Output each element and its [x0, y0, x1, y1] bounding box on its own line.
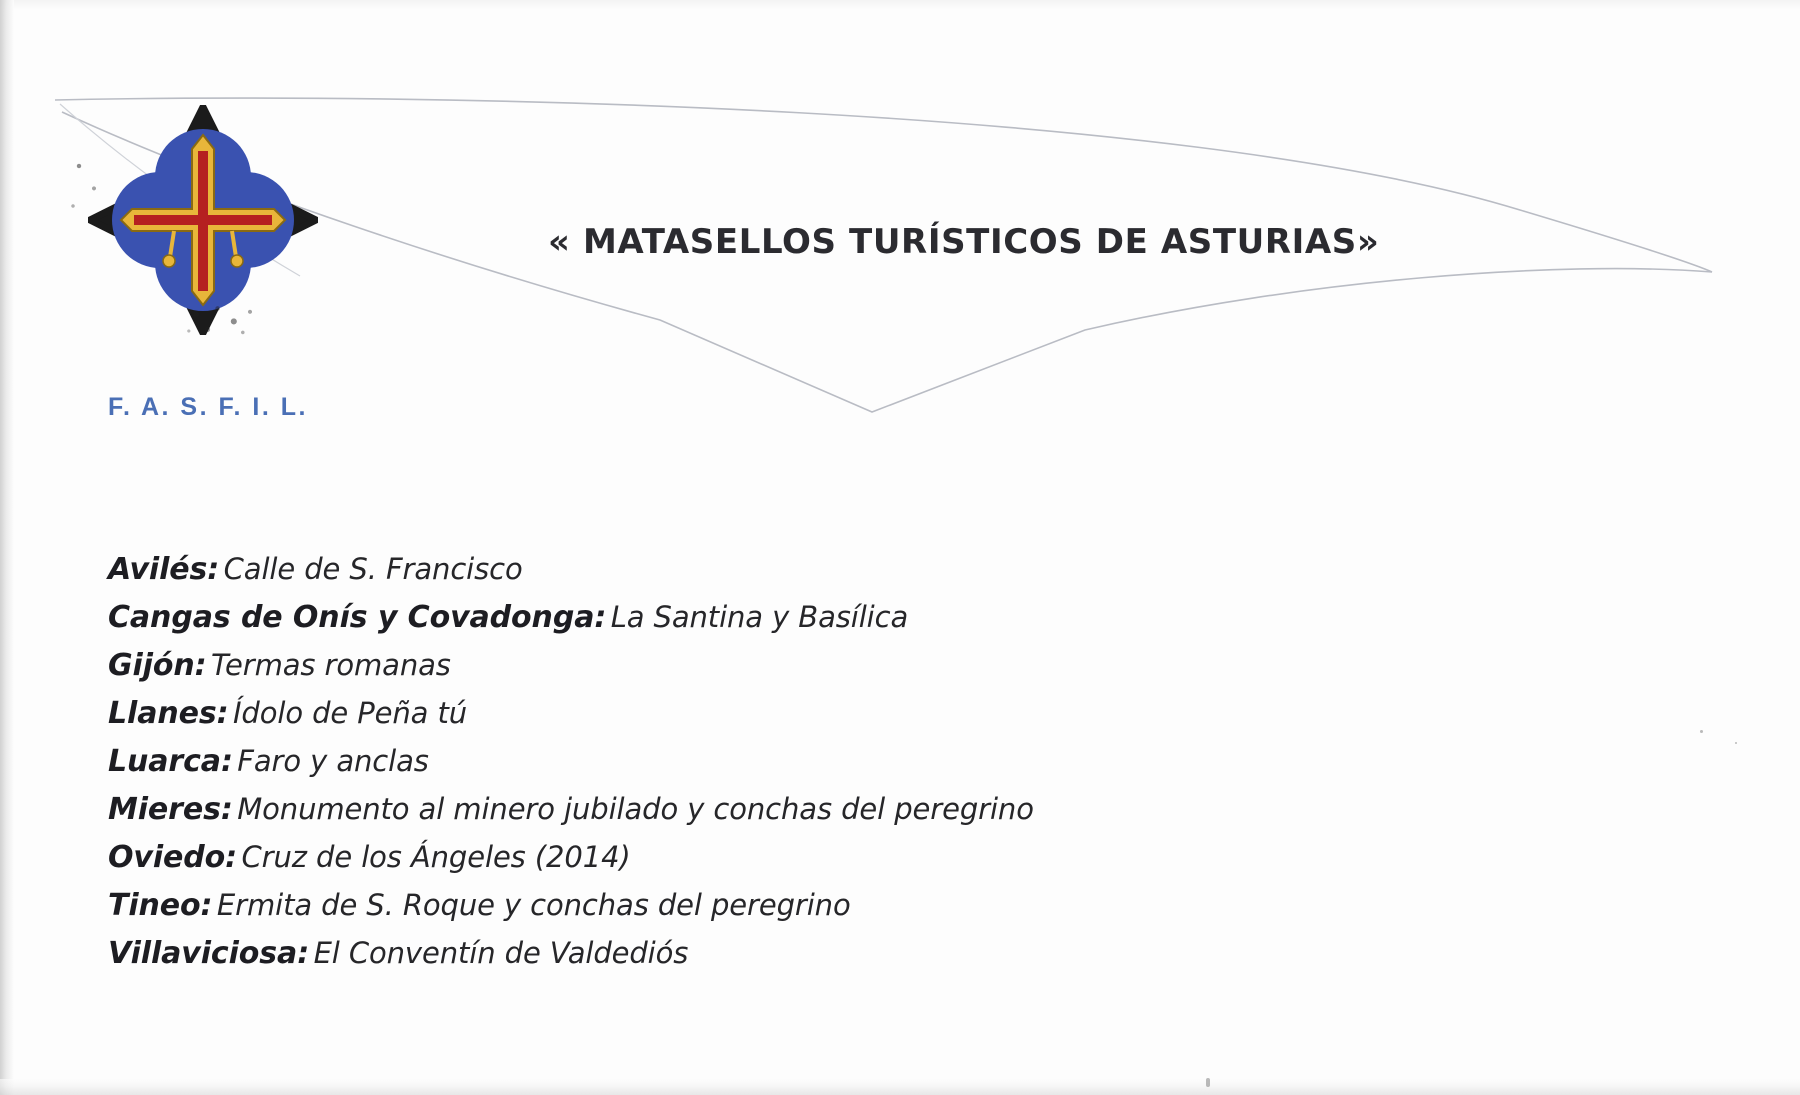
- list-item: [108, 648, 1428, 691]
- list-item: [108, 936, 1428, 979]
- postmark-city: Villaviciosa:: [108, 936, 310, 971]
- postmark-description: Monumento al minero jubilado y conchas del peregrino: [237, 792, 1034, 826]
- list-item: [108, 696, 1428, 739]
- list-item: [108, 600, 1428, 643]
- scan-edge-top: [0, 0, 1800, 10]
- scan-speck: [1700, 730, 1703, 733]
- scan-edge-left: [0, 0, 14, 1095]
- postmark-description: Cruz de los Ángeles (2014): [241, 840, 631, 874]
- postmark-city: Avilés:: [108, 552, 220, 587]
- postmark-city: Luarca:: [108, 744, 233, 779]
- scan-smudge-ink-secondary: [58, 150, 118, 230]
- postmark-description: Calle de S. Francisco: [223, 552, 523, 586]
- scan-speck: [1735, 742, 1737, 744]
- postmark-description: El Conventín de Valdediós: [313, 936, 689, 970]
- postmark-city: Llanes:: [108, 696, 229, 731]
- postmark-description: Faro y anclas: [237, 744, 429, 778]
- postmark-city: Mieres:: [108, 792, 233, 827]
- list-item: [108, 888, 1428, 931]
- postmark-city: Oviedo:: [108, 840, 238, 875]
- organization-acronym: F. A. S. F. I. L.: [108, 393, 308, 421]
- scan-edge-bottom: [0, 1079, 1800, 1095]
- postmark-city: Gijón:: [108, 648, 207, 683]
- postmark-city: Tineo:: [108, 888, 213, 923]
- page-title: « MATASELLOS TURÍSTICOS DE ASTURIAS»: [548, 222, 1380, 262]
- postmark-description: Termas romanas: [211, 648, 451, 682]
- postmark-description: Ermita de S. Roque y conchas del peregrino: [216, 888, 851, 922]
- postmark-city: Cangas de Onís y Covadonga:: [108, 600, 607, 635]
- postmark-description: La Santina y Basílica: [610, 600, 909, 634]
- postmark-description: Ídolo de Peña tú: [232, 696, 468, 730]
- list-item: [108, 744, 1428, 787]
- scan-speck: [1206, 1078, 1210, 1087]
- postmark-list: [108, 552, 1428, 987]
- list-item: [108, 840, 1428, 883]
- list-item: [108, 792, 1428, 835]
- scan-smudge-ink: [178, 295, 268, 343]
- list-item: [108, 552, 1428, 595]
